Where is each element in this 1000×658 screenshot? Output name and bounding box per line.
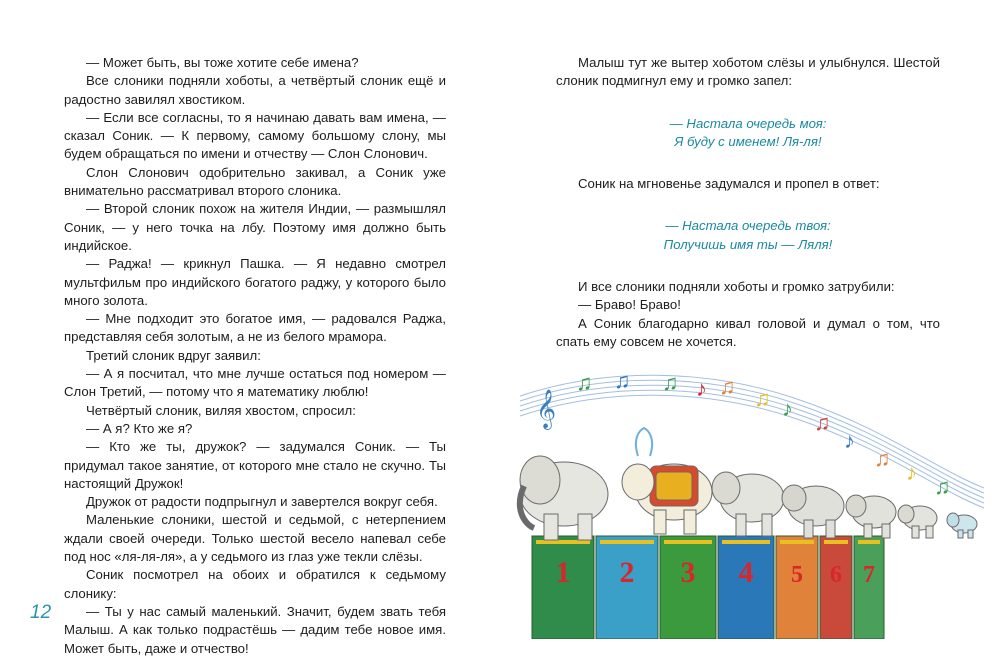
paragraph: Четвёртый слоник, виляя хвостом, спросил:: [86, 402, 356, 418]
song-verse-2: [556, 217, 940, 254]
paragraph: — А я посчитал, что мне лучше остаться под номером — Слон Третий, — потому что я математику люблю!: [64, 366, 446, 400]
paragraph: Слон Слонович одобрительно закивал, а Соник уже внимательно рассматривал второго слоника.: [64, 164, 446, 199]
paragraph: — Второй слоник похож на жителя Индии, — размышлял Соник, — у него точка на лбу. Поэтому имя должно быть индийское.: [64, 201, 446, 253]
book-7: [854, 536, 884, 639]
book-5: [776, 536, 818, 639]
note-icon: ♫: [814, 410, 831, 435]
paragraph: И все слоники подняли хоботы и громко затрубили:: [578, 279, 895, 295]
paragraph: Дружок от радости подпрыгнул и завертелся вокруг себя.: [86, 494, 438, 510]
book-6: [820, 536, 852, 639]
song-verse-1: [556, 115, 940, 152]
left-text-column: [64, 54, 446, 658]
paragraph: Все слоники подняли хоботы, а четвёртый слоник ещё и радостно завилял хвостиком.: [64, 73, 446, 107]
paragraph: — Может быть, вы тоже хотите себе имена?: [86, 55, 359, 70]
book-3: [660, 536, 716, 639]
note-icon: ♫: [754, 386, 771, 411]
paragraph: — Ты у нас самый маленький. Значит, будем звать тебя Малыш. А как только подрастёшь — дадим тебе новое имя. Может быть, даже и отчество!: [64, 603, 446, 656]
page-number: 12: [30, 602, 52, 623]
paragraph: — Кто же ты, дружок? — задумался Соник. — Ты придумал такое занятие, от которого мне стало не скучно. Ты настоящий Дружок!: [64, 439, 446, 491]
book-number: 6: [830, 562, 842, 588]
book-band: [722, 540, 770, 544]
book-number: 3: [680, 556, 696, 589]
paragraph: Соник посмотрел на обоих и обратился к седьмому слонику:: [64, 567, 446, 601]
book-band: [664, 540, 712, 544]
elephant-7: [947, 513, 977, 538]
elephant-3: [712, 472, 784, 536]
book-2: [596, 536, 658, 639]
note-icon: ♫: [874, 446, 891, 471]
book-band: [824, 540, 848, 544]
book-number: 5: [791, 562, 803, 588]
paragraph: — Если все согласны, то я начинаю давать вам имена, — сказал Соник. — К первому, самому большому слону, мы будем обращаться по имени и отчеству — Слон Слонович.: [64, 109, 446, 162]
paragraph: — Браво! Браво!: [578, 297, 681, 313]
song-line: Получишь имя ты — Ляля!: [663, 236, 833, 252]
paragraph: Малыш тут же вытер хоботом слёзы и улыбнулся. Шестой слоник подмигнул ему и громко запел:: [556, 55, 940, 89]
book-number: 4: [738, 556, 754, 589]
book-4: [718, 536, 774, 639]
right-text-column: [556, 54, 940, 351]
paragraph: — Мне подходит это богатое имя, — радовался Раджа, представляя себя золотым, а не из белого мрамора.: [64, 311, 446, 345]
book-band: [858, 540, 880, 544]
note-icon: ♪: [906, 460, 917, 485]
book-band: [600, 540, 654, 544]
paragraph: Третий слоник вдруг заявил:: [86, 347, 261, 363]
note-icon: ♪: [844, 428, 855, 453]
treble-clef-icon: 𝄞: [536, 390, 557, 428]
elephant-6: [898, 505, 937, 538]
paragraph: Соник на мгновенье задумался и пропел в ответ:: [578, 176, 880, 192]
elephant-4: [782, 485, 844, 538]
book-band: [780, 540, 814, 544]
elephant-5: [846, 495, 896, 538]
note-icon: ♫: [662, 370, 679, 395]
note-icon: ♫: [614, 368, 631, 393]
note-icon: ♫: [719, 374, 736, 399]
song-line: Я буду с именем! Ля-ля!: [674, 133, 822, 149]
paragraph: — А я? Кто же я?: [86, 420, 193, 436]
book-number: 7: [863, 562, 875, 588]
book-number: 1: [555, 556, 571, 589]
books-row: [532, 536, 884, 639]
note-icon: ♫: [576, 370, 593, 395]
paragraph: — Раджа! — крикнул Пашка. — Я недавно смотрел мультфильм про индийского богатого раджу, у которого было много золота.: [64, 256, 446, 308]
song-line: — Настала очередь твоя:: [665, 218, 831, 234]
note-icon: ♪: [782, 396, 793, 421]
note-icon: ♫: [934, 474, 951, 499]
note-icon: ♪: [696, 376, 707, 401]
elephants-on-books-illustration: [514, 368, 1000, 639]
song-line: — Настала очередь моя:: [669, 115, 827, 131]
paragraph: Маленькие слоники, шестой и седьмой, с нетерпением ждали своей очереди. Только шестой весело напевал себе под нос «ля-ля-ля», а у седьмого из глаз уже текли слёзы.: [64, 512, 446, 565]
water-fountain: [636, 428, 652, 456]
book-band: [536, 540, 590, 544]
paragraph: А Соник благодарно кивал головой и думал о том, что спать ему совсем не хочется.: [556, 315, 940, 349]
book-number: 2: [619, 556, 635, 589]
elephant-1: [520, 456, 608, 540]
elephant-2-raja: [622, 464, 712, 534]
book-1: [532, 536, 594, 639]
